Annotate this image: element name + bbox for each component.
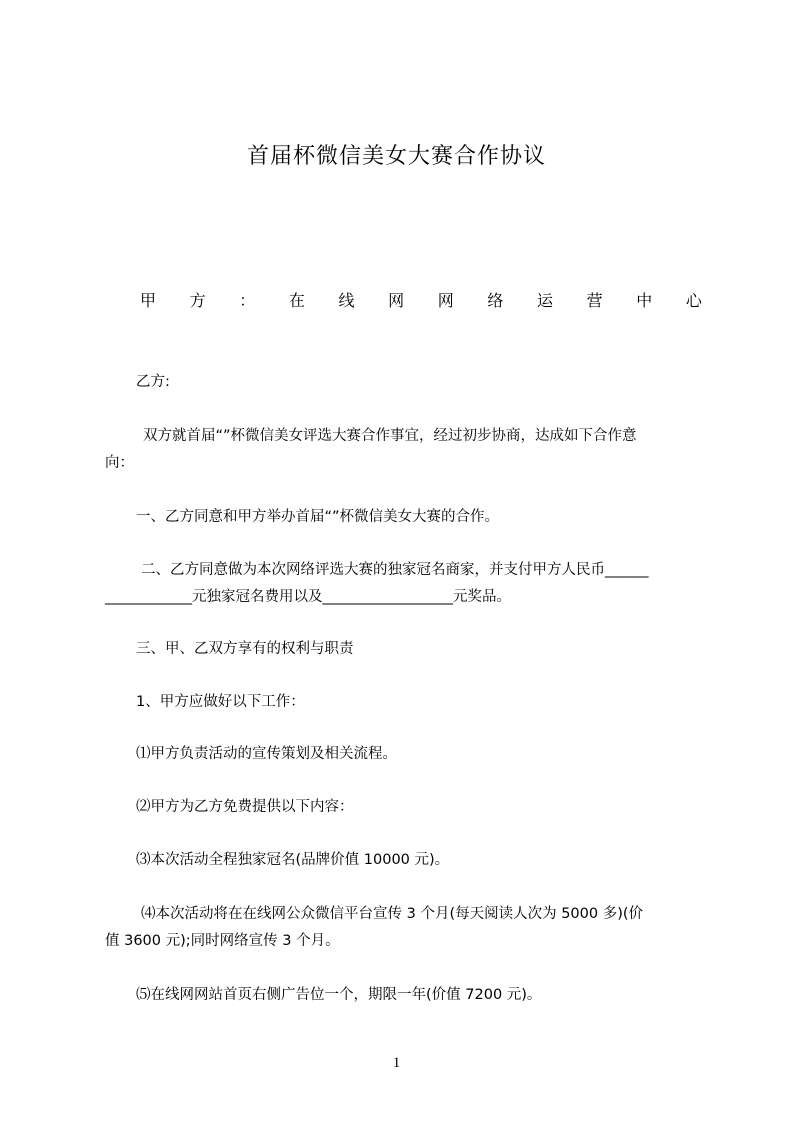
point-5: ⑸在线网网站首页右侧广告位一个，期限一年(价值 7200 元)。 (136, 987, 542, 1003)
document-title: 首届杯微信美女大赛合作协议 (246, 144, 546, 169)
party-a-char: 心 (685, 291, 702, 310)
party-a-char: 在 (288, 291, 305, 310)
party-a-char: 线 (338, 291, 355, 310)
party-a-char: 甲 (140, 291, 157, 310)
sub-heading-1: 1、甲方应做好以下工作： (136, 694, 305, 710)
party-a-char: 络 (487, 291, 504, 310)
party-a-char: 运 (537, 291, 554, 310)
party-a-char: 网 (437, 291, 454, 310)
page-number: 1 (392, 1055, 401, 1071)
clause-1: 一、乙方同意和甲方举办首届“”杯微信美女大赛的合作。 (136, 509, 500, 525)
point-4-line-1: ⑷本次活动将在在线网公众微信平台宣传 3 个月(每天阅读人次为 5000 多)(价 (141, 906, 644, 922)
party-b-line: 乙方: (136, 374, 170, 390)
point-2: ⑵甲方为乙方免费提供以下内容： (136, 799, 354, 815)
party-a-char: 方 (189, 291, 206, 310)
intro-line-2: 向： (105, 455, 134, 471)
intro-text: 双方就首届“”杯微信美女评选大赛合作事宜，经过初步协商，达成如下合作意 (143, 428, 637, 444)
point-4-line-2: 值 3600 元);同时网络宣传 3 个月。 (105, 933, 340, 949)
party-a-char: 营 (586, 291, 603, 310)
point-1: ⑴甲方负责活动的宣传策划及相关流程。 (136, 746, 397, 762)
party-a-char: ： (239, 291, 256, 310)
intro-line-1 (105, 424, 743, 448)
party-a-line (140, 289, 702, 313)
clause-3-heading: 三、甲、乙双方享有的权利与职责 (136, 641, 354, 657)
clause-2-line-2: ____________元独家冠名费用以及__________________元奖品。 (105, 589, 511, 605)
party-a-char: 中 (636, 291, 653, 310)
party-a-char: 网 (388, 291, 405, 310)
clause-2-line-1: 二、乙方同意做为本次网络评选大赛的独家冠名商家，并支付甲方人民币______ (141, 562, 649, 578)
point-3: ⑶本次活动全程独家冠名(品牌价值 10000 元)。 (136, 852, 450, 868)
